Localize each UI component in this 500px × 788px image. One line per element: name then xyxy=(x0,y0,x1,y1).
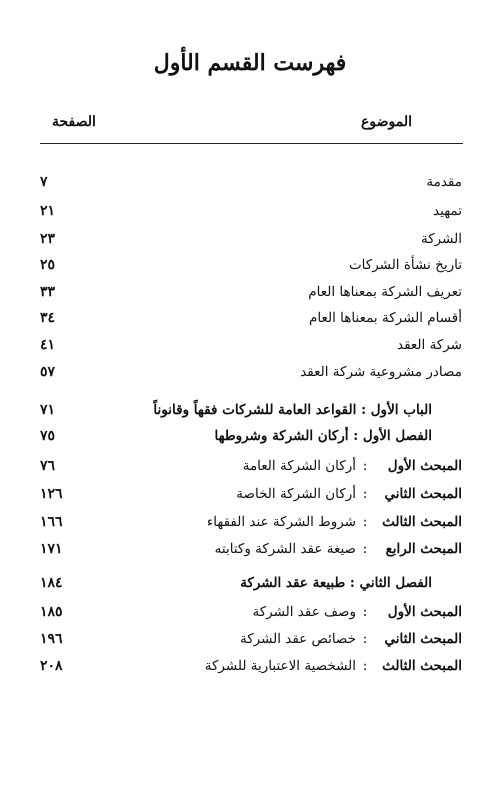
toc-entry xyxy=(40,174,462,196)
toc-entry-text: الفصل الثاني : طبيعة عقد الشركة xyxy=(240,575,432,591)
toc-entry-page: ١٨٤ xyxy=(40,575,63,591)
toc-entry-text: خصائص عقد الشركة xyxy=(239,631,356,647)
toc-entry-page: ٣٤ xyxy=(40,310,56,326)
toc-entry-page: ٢١ xyxy=(40,203,56,219)
toc-section-entry: المبحث الرابع:صيغة عقد الشركة وكتابته ١٧١ xyxy=(40,541,462,557)
toc-entry-page: ٧ xyxy=(40,174,48,190)
toc-entry-text: صيغة عقد الشركة وكتابته xyxy=(214,541,356,557)
toc-entry-text: أركان الشركة العامة xyxy=(242,458,356,474)
toc-entry-text: أقسام الشركة بمعناها العام xyxy=(309,310,462,326)
toc-section-entry: المبحث الثاني:أركان الشركة الخاصة ١٢٦ xyxy=(40,486,462,502)
toc-section-entry: المبحث الأول:وصف عقد الشركة ١٨٥ xyxy=(40,604,462,620)
toc-entry xyxy=(40,284,462,306)
toc-entry-page: ٢٣ xyxy=(40,231,56,247)
toc-section-entry: المبحث الثالث:الشخصية الاعتبارية للشركة ٢٠٨ xyxy=(40,658,462,674)
toc-entry-text: أركان الشركة الخاصة xyxy=(236,486,356,502)
toc-entry-text: تعريف الشركة بمعناها العام xyxy=(308,284,462,300)
toc-entry-page: ٢٠٨ xyxy=(40,658,63,674)
toc-section-entry: المبحث الأول:أركان الشركة العامة ٧٦ xyxy=(40,458,462,474)
toc-entry-text: الباب الأول : القواعد العامة للشركات فقهاً وقانوناً xyxy=(153,402,432,418)
toc-section-label: المبحث الثالث xyxy=(382,658,462,674)
toc-entry-text: تاريخ نشأة الشركات xyxy=(348,257,462,273)
toc-section-label: المبحث الرابع xyxy=(385,541,462,557)
toc-entry-page: ٧٥ xyxy=(40,428,56,444)
toc-entry-text: شركة العقد xyxy=(396,337,462,353)
toc-entry-page: ١٧١ xyxy=(40,541,63,557)
toc-section-label: المبحث الأول xyxy=(387,604,462,620)
toc-entry-text: الفصل الأول : أركان الشركة وشروطها xyxy=(214,428,432,444)
toc-entry-page: ٣٣ xyxy=(40,284,56,300)
toc-entry-text: الشركة xyxy=(420,231,462,247)
toc-entry-page: ٤١ xyxy=(40,337,56,353)
toc-entry xyxy=(40,231,462,253)
toc-entry-text: تمهيد xyxy=(433,203,462,219)
toc-chapter-heading xyxy=(40,575,462,597)
toc-entry-page: ١٩٦ xyxy=(40,631,63,647)
column-header-page: الصفحة xyxy=(52,114,96,130)
toc-section-entry: المبحث الثاني:خصائص عقد الشركة ١٩٦ xyxy=(40,631,462,647)
page-title: فهرست القسم الأول xyxy=(153,50,347,76)
toc-entry-page: ١٦٦ xyxy=(40,514,63,530)
toc-entry-page: ٥٧ xyxy=(40,364,56,380)
toc-entry-page: ١٢٦ xyxy=(40,486,63,502)
toc-entry-text: مصادر مشروعية شركة العقد xyxy=(300,364,462,380)
toc-entry xyxy=(40,337,462,359)
toc-section-label: المبحث الثاني xyxy=(384,631,462,647)
toc-entry-text: مقدمة xyxy=(426,174,462,190)
toc-entry-page: ٢٥ xyxy=(40,257,56,273)
toc-entry-text: الشخصية الاعتبارية للشركة xyxy=(204,658,356,674)
toc-section-label: المبحث الثاني xyxy=(384,486,462,502)
toc-chapter-heading xyxy=(40,428,462,450)
toc-part-heading xyxy=(40,402,462,424)
toc-section-entry: المبحث الثالث:شروط الشركة عند الفقهاء ١٦٦ xyxy=(40,514,462,530)
toc-entry xyxy=(40,364,462,386)
toc-entry-page: ٧١ xyxy=(40,402,56,418)
toc-entry-text: شروط الشركة عند الفقهاء xyxy=(206,514,356,530)
toc-section-label: المبحث الأول xyxy=(387,458,462,474)
toc-entry-text: وصف عقد الشركة xyxy=(252,604,356,620)
toc-entry-page: ٧٦ xyxy=(40,458,56,474)
toc-section-label: المبحث الثالث xyxy=(382,514,462,530)
column-header-topic: الموضوع xyxy=(361,114,412,130)
header-divider xyxy=(40,143,463,144)
toc-entry xyxy=(40,310,462,332)
toc-entry xyxy=(40,203,462,225)
toc-entry xyxy=(40,257,462,279)
toc-entry-page: ١٨٥ xyxy=(40,604,63,620)
